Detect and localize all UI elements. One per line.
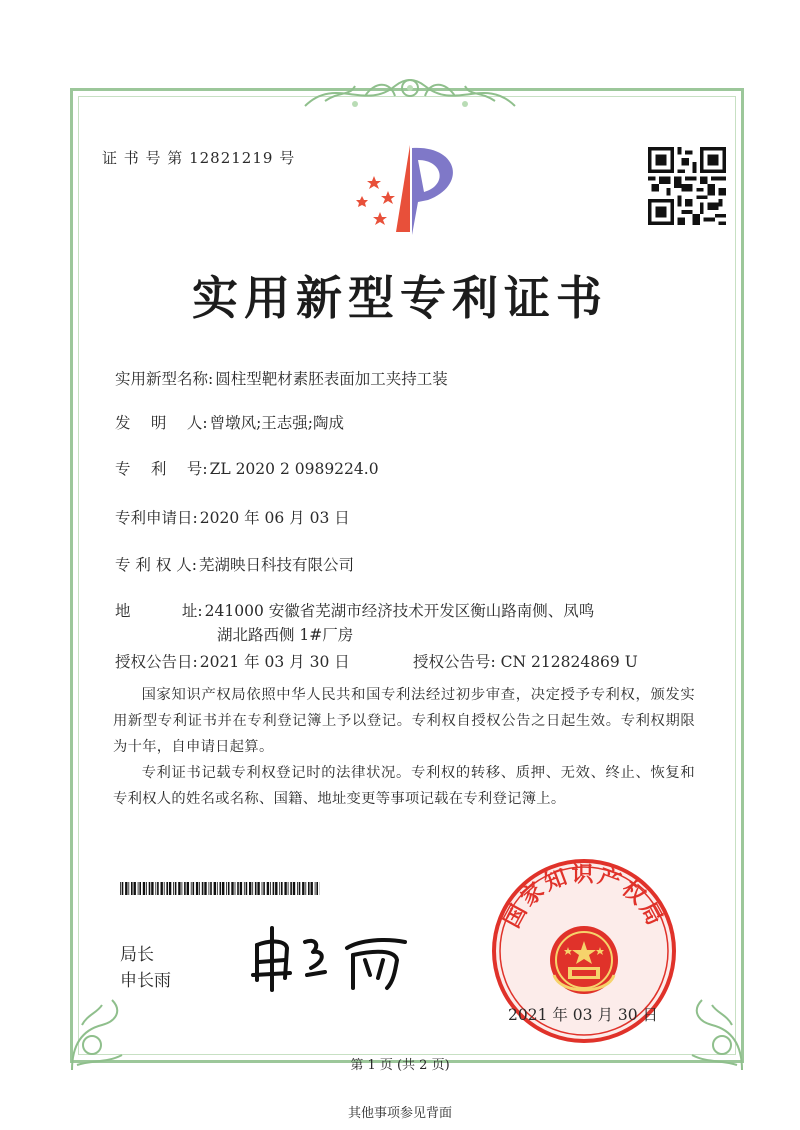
field-grant-number-value: CN 212824869 U xyxy=(500,653,638,671)
field-inventor-label: 发 明 人: xyxy=(115,414,208,432)
seal-date: 2021 年 03 月 30 日 xyxy=(508,1006,659,1024)
signatory xyxy=(120,942,171,994)
field-filing-date xyxy=(115,506,350,528)
field-patent-number-label: 专 利 号: xyxy=(115,460,208,478)
handwritten-signature xyxy=(245,920,425,995)
field-name xyxy=(115,367,448,389)
field-name-label: 实用新型名称: xyxy=(115,370,214,388)
field-name-value: 圆柱型靶材素胚表面加工夹持工装 xyxy=(215,370,448,388)
field-grant-date-label: 授权公告日: xyxy=(115,653,198,671)
field-address-value-line2: 湖北路西侧 1#厂房 xyxy=(217,626,354,644)
field-grant-date xyxy=(115,650,350,672)
certificate-title: 实用新型专利证书 xyxy=(192,271,608,325)
field-grant-number xyxy=(413,650,638,672)
field-address xyxy=(115,599,594,621)
signatory-name: 申长雨 xyxy=(120,971,171,991)
field-address-value: 241000 安徽省芜湖市经济技术开发区衡山路南侧、凤鸣 xyxy=(204,602,595,620)
field-inventor xyxy=(115,411,344,433)
field-patentee xyxy=(115,553,354,575)
field-inventor-value: 曾墩风;王志强;陶成 xyxy=(209,414,345,432)
field-filing-date-value: 2020 年 06 月 03 日 xyxy=(199,509,350,527)
field-patent-number-value: ZL 2020 2 0989224.0 xyxy=(209,460,379,478)
barcode xyxy=(120,882,320,895)
signatory-title: 局长 xyxy=(120,945,154,965)
field-patentee-value: 芜湖映日科技有限公司 xyxy=(199,556,355,574)
field-grant-number-label: 授权公告号: xyxy=(413,653,496,671)
field-address-label: 地 址: xyxy=(115,602,203,620)
field-patent-number xyxy=(115,457,379,479)
notice-paragraph-2: 专利证书记载专利权登记时的法律状况。专利权的转移、质押、无效、终止、恢复和专利权人的姓名或名称、国籍、地址变更等事项记载在专利登记簿上。 xyxy=(113,765,695,807)
notice-paragraph-1: 国家知识产权局依照中华人民共和国专利法经过初步审查，决定授予专利权，颁发实用新型专利证书并在专利登记簿上予以登记。专利权自授权公告之日起生效。专利权期限为十年，自申请日起算。 xyxy=(113,687,695,755)
certificate-number: 证 书 号 第 12821219 号 xyxy=(102,149,296,167)
field-filing-date-label: 专利申请日: xyxy=(115,509,198,527)
national-emblem-icon xyxy=(550,926,618,994)
seal-text: 国家知识产权局 xyxy=(499,862,669,933)
qr-code[interactable] xyxy=(648,147,726,225)
floral-ornament-top xyxy=(295,66,525,116)
footer-note: 其他事项参见背面 xyxy=(347,1106,452,1121)
field-patentee-label: 专 利 权 人: xyxy=(115,556,198,574)
page-number: 第 1 页 (共 2 页) xyxy=(350,1058,450,1073)
cnipa-logo-icon xyxy=(348,140,468,240)
field-grant-date-value: 2021 年 03 月 30 日 xyxy=(199,653,350,671)
